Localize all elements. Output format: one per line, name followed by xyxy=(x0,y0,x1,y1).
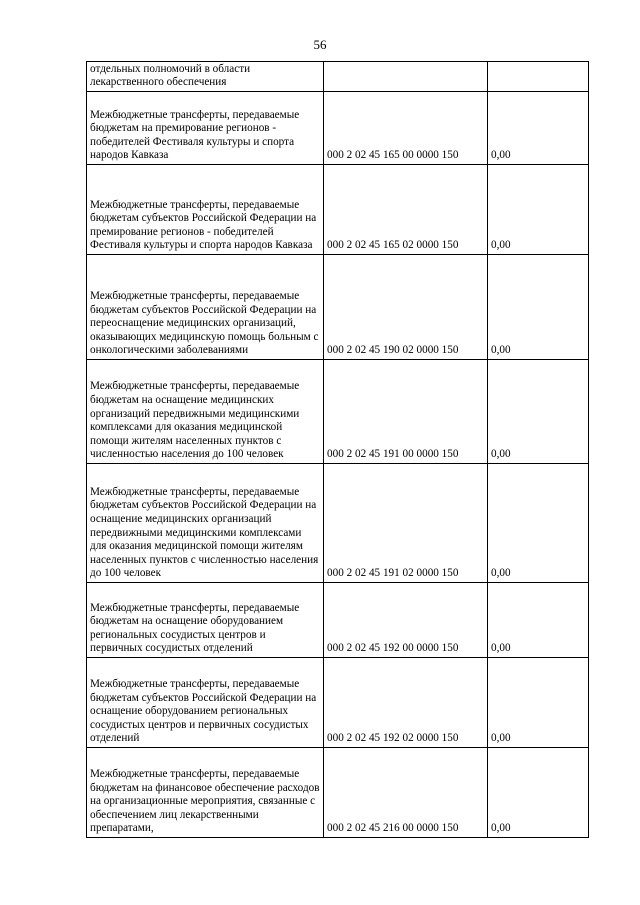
row-value: 0,00 xyxy=(488,464,589,583)
row-description: Межбюджетные трансферты, передаваемые бюджетам субъектов Российской Федерации на премирование регионов - победителей Фестиваля культуры и спорта народов Кавказа xyxy=(87,165,324,255)
budget-table xyxy=(86,61,589,838)
row-code: 000 2 02 45 191 02 0000 150 xyxy=(324,464,488,583)
row-description: Межбюджетные трансферты, передаваемые бюджетам субъектов Российской Федерации на оснащение медицинских организаций передвижными медицинскими комплексами для оказания медицинской помощи жителям населенных пунктов с численностью населения до 100 человек xyxy=(87,464,324,583)
row-code: 000 2 02 45 190 02 0000 150 xyxy=(324,255,488,360)
table-row xyxy=(87,748,589,838)
row-description: Межбюджетные трансферты, передаваемые бюджетам на финансовое обеспечение расходов на организационные мероприятия, связанные с обеспечением лиц лекарственными препаратами, xyxy=(87,748,324,838)
row-value: 0,00 xyxy=(488,92,589,165)
row-code: 000 2 02 45 165 00 0000 150 xyxy=(324,92,488,165)
row-description: отдельных полномочий в области лекарственного обеспечения xyxy=(87,62,324,92)
page-number: 56 xyxy=(313,37,327,52)
row-value: 0,00 xyxy=(488,255,589,360)
row-code: 000 2 02 45 191 00 0000 150 xyxy=(324,360,488,464)
table-row xyxy=(87,92,589,165)
table-row xyxy=(87,255,589,360)
row-value: 0,00 xyxy=(488,165,589,255)
table-row xyxy=(87,62,589,92)
table-row xyxy=(87,464,589,583)
row-code: 000 2 02 45 165 02 0000 150 xyxy=(324,165,488,255)
row-description: Межбюджетные трансферты, передаваемые бюджетам на оснащение медицинских организаций передвижными медицинскими комплексами для оказания медицинской помощи жителям населенных пунктов с численностью населения до 100 человек xyxy=(87,360,324,464)
row-code: 000 2 02 45 192 02 0000 150 xyxy=(324,658,488,748)
row-description: Межбюджетные трансферты, передаваемые бюджетам субъектов Российской Федерации на оснащение оборудованием региональных сосудистых центров и первичных сосудистых отделений xyxy=(87,658,324,748)
table-row xyxy=(87,165,589,255)
row-value: 0,00 xyxy=(488,583,589,658)
row-code: 000 2 02 45 216 00 0000 150 xyxy=(324,748,488,838)
row-description: Межбюджетные трансферты, передаваемые бюджетам на премирование регионов - победителей Фестиваля культуры и спорта народов Кавказа xyxy=(87,92,324,165)
row-code xyxy=(324,62,488,92)
row-code: 000 2 02 45 192 00 0000 150 xyxy=(324,583,488,658)
table-row xyxy=(87,658,589,748)
row-value xyxy=(488,62,589,92)
row-description: Межбюджетные трансферты, передаваемые бюджетам субъектов Российской Федерации на переоснащение медицинских организаций, оказывающих медицинскую помощь больным с онкологическими заболеваниями xyxy=(87,255,324,360)
table-row xyxy=(87,583,589,658)
table-row xyxy=(87,360,589,464)
row-value: 0,00 xyxy=(488,360,589,464)
row-value: 0,00 xyxy=(488,658,589,748)
row-value: 0,00 xyxy=(488,748,589,838)
row-description: Межбюджетные трансферты, передаваемые бюджетам на оснащение оборудованием региональных сосудистых центров и первичных сосудистых отделений xyxy=(87,583,324,658)
